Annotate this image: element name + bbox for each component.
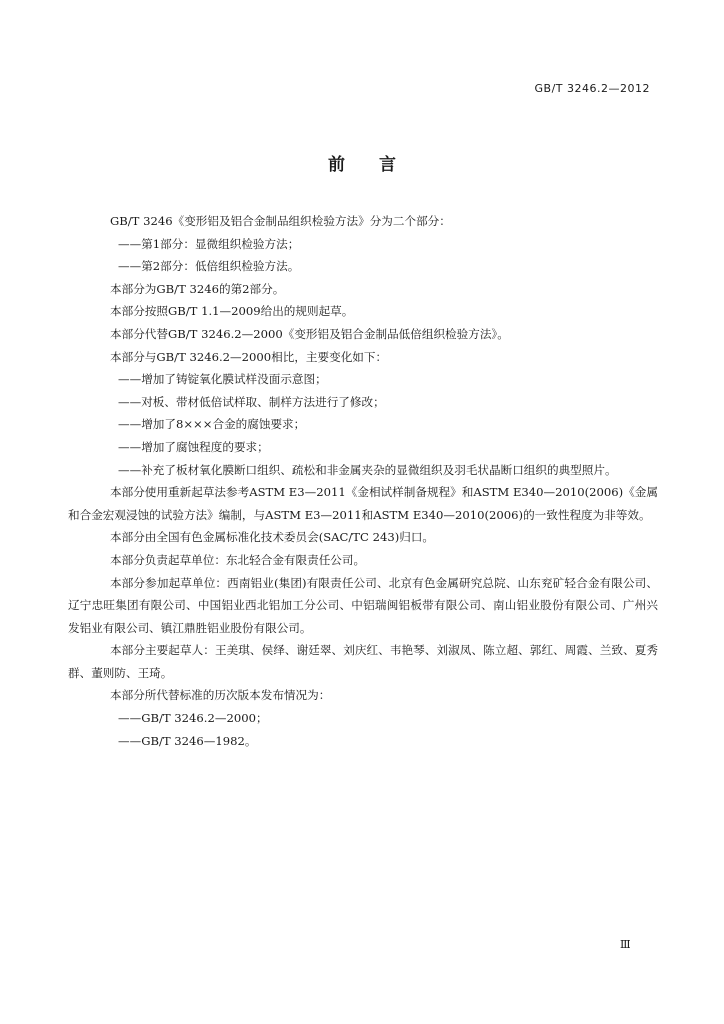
paragraph-replaces: 本部分代替GB/T 3246.2—2000《变形铝及铝合金制品低倍组织检验方法》。 bbox=[110, 326, 509, 341]
list-item-change5: ——补充了板材氧化膜断口组织、疏松和非金属夹杂的显微组织及羽毛状晶断口组织的典型照片。 bbox=[118, 462, 617, 477]
list-item-change3: ——增加了8×××合金的腐蚀要求； bbox=[118, 417, 306, 432]
paragraph-authors: 本部分主要起草人：王美琪、侯绎、谢廷翠、刘庆红、韦艳琴、刘淑凤、陈立超、郭红、周霞、兰致、夏秀群、董则防、王琦。 bbox=[68, 643, 658, 680]
list-item-change1: ——增加了铸锭氧化膜试样没面示意图； bbox=[118, 372, 327, 387]
list-item-part1: ——第1部分：显微组织检验方法； bbox=[118, 236, 300, 251]
list-item-history1: ——GB/T 3246.2—2000； bbox=[118, 711, 268, 726]
document-body bbox=[68, 210, 658, 752]
standard-number: GB/T 3246.2—2012 bbox=[534, 82, 650, 95]
paragraph-intro: GB/T 3246《变形铝及铝合金制品组织检验方法》分为二个部分： bbox=[110, 214, 451, 228]
list-item-part2: ——第2部分：低倍组织检验方法。 bbox=[118, 259, 300, 274]
paragraph-tc: 本部分由全国有色金属标准化技术委员会(SAC/TC 243)归口。 bbox=[110, 530, 435, 545]
paragraph-history: 本部分所代替标准的历次版本发布情况为： bbox=[110, 688, 331, 703]
list-item-change4: ——增加了腐蚀程度的要求； bbox=[118, 439, 269, 454]
paragraph-reference: 本部分使用重新起草法参考ASTM E3—2011《金相试样制备规程》和ASTM E340—2010(2006)《金属和合金宏观浸蚀的试验方法》编制，与ASTM E3—2011和ASTM E340—2010(2006)的一致性程度为非等效。 bbox=[68, 485, 658, 522]
paragraph-main-drafter: 本部分负责起草单位：东北轻合金有限责任公司。 bbox=[110, 552, 366, 567]
paragraph-changes: 本部分与GB/T 3246.2—2000相比，主要变化如下： bbox=[110, 349, 388, 364]
page-title: 前言 bbox=[328, 155, 430, 175]
list-item-history2: ——GB/T 3246—1982。 bbox=[118, 733, 257, 748]
paragraph-drafting-rules: 本部分按照GB/T 1.1—2009给出的规则起草。 bbox=[110, 304, 354, 319]
paragraph-part-of: 本部分为GB/T 3246的第2部分。 bbox=[110, 281, 285, 296]
paragraph-participants: 本部分参加起草单位：西南铝业(集团)有限责任公司、北京有色金属研究总院、山东兖矿轻合金有限公司、辽宁忠旺集团有限公司、中国铝业西北铝加工分公司、中铝瑞闽铝板带有限公司、南山铝业股份有限公司、广州兴发铝业有限公司、镇江鼎胜铝业股份有限公司。 bbox=[68, 575, 658, 635]
page-number: Ⅲ bbox=[620, 938, 631, 951]
list-item-change2: ——对板、带材低倍试样取、制样方法进行了修改； bbox=[118, 394, 385, 409]
